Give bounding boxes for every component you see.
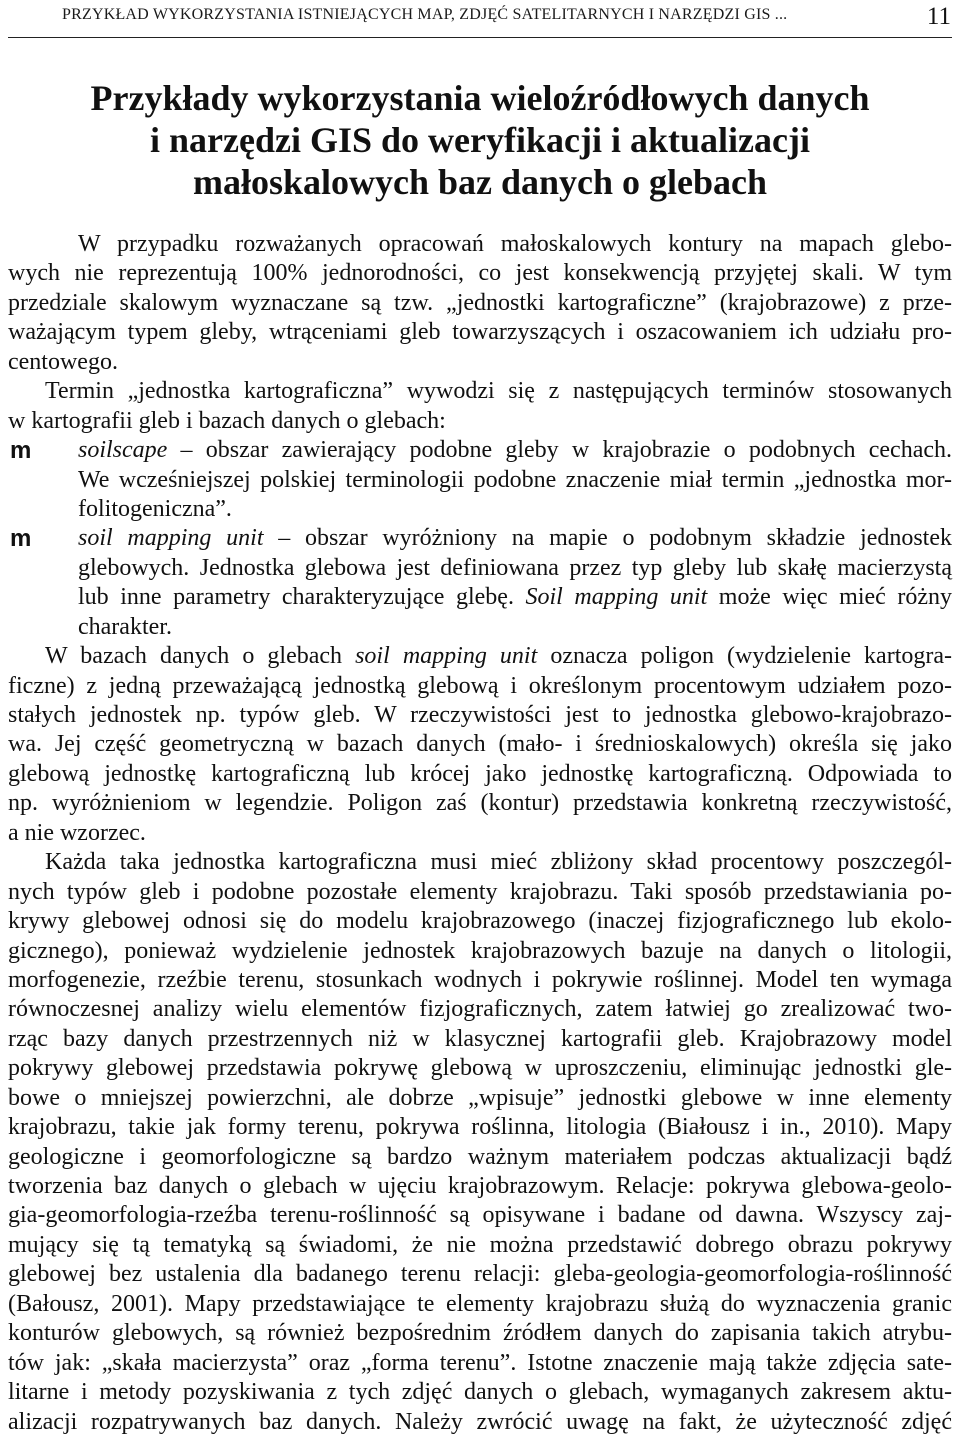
text-line	[78, 436, 952, 465]
text-line: gicznego), ponieważ wydzielenie jednostek krajobrazowych bazuje na danych o litologii,	[8, 937, 952, 964]
text-line: nych typów gleb i podobne pozostałe elementy krajobrazu. Taki sposób przedstawiania po-	[8, 878, 952, 905]
running-header: PRZYKŁAD WYKORZYSTANIA ISTNIEJĄCYCH MAP, ZDJĘĆ SATELITARNYCH I NARZĘDZI GIS ...	[62, 6, 788, 23]
italic-term: Soil mapping unit	[525, 584, 708, 611]
text-line: (Bałousz, 2001). Mapy przedstawiające te elementy krajobrazu służą do wyznaczenia granic	[8, 1290, 952, 1317]
paragraph-terms-intro	[8, 377, 952, 436]
text-segment: może więc mieć różny	[707, 584, 953, 611]
text-line: centowego.	[8, 348, 118, 375]
text-line: tworzenia baz danych o glebach w ujęciu krajobrazowym. Relacje: pokrywa glebowa-geolo-	[8, 1173, 952, 1199]
text-line: bowe o mniejszej powierzchni, ale dobrze „wpisuje” jednostki glebowe w inne elementy	[8, 1084, 952, 1111]
text-line: w kartografii gleb i bazach danych o glebach:	[8, 407, 446, 434]
header-rule	[8, 37, 952, 38]
text-line: wa. Jej część geometryczną w bazach danych (mało- i średnioskalowych) określa się jako	[8, 731, 952, 758]
text-line: pokrywy glebowej przedstawia pokrywę glebową w uproszczeniu, eliminując jednostki gle-	[8, 1055, 952, 1082]
text-line: glebowej bez ustalenia dla badanego terenu relacji: gleba-geologia-geomorfologia-roślinność	[8, 1261, 952, 1288]
title-line: małoskalowych baz danych o glebach	[192, 162, 768, 202]
paragraph-intro	[8, 230, 952, 377]
text-line	[8, 642, 952, 671]
definition-list	[8, 436, 952, 642]
text-segment: W bazach danych o glebach	[45, 643, 356, 670]
text-line: We wcześniejszej polskiej terminologii podobne znaczenie miał termin „jednostka mor-	[78, 466, 952, 493]
text-segment: – obszar zawierający podobne gleby w krajobrazie o podobnych cechach.	[167, 437, 952, 464]
article-body	[8, 230, 952, 1437]
title-line: i narzędzi GIS do weryfikacji i aktualizacji	[150, 120, 810, 160]
text-line: litarne i metody pozyskiwania z tych zdjęć danych o glebach, wymaganych zakresem aktu-	[8, 1379, 952, 1406]
title-line: Przykłady wykorzystania wieloźródłowych danych	[90, 78, 870, 118]
definition-item-soil-mapping-unit	[8, 524, 952, 642]
text-line: a nie wzorzec.	[8, 819, 146, 846]
text-line: przedziale skalowym wyznaczane są tzw. „jednostki kartograficzne” (krajobrazowe) z prze-	[8, 289, 952, 316]
text-line: wych nie reprezentują 100% jednorodności, co jest konsekwencją przyjętej skali. W tym	[8, 260, 952, 287]
text-line: krywy glebowej odnosi się do modelu krajobrazowego (inaczej fizjograficznego lub ekolo-	[8, 908, 952, 935]
text-line: glebowych. Jednostka glebowa jest definiowana przez typ gleby lub skałę macierzystą	[78, 554, 952, 581]
text-line: równoczesnej analizy wielu elementów fizjograficznych, zatem łatwiej go zrealizować two-	[8, 996, 952, 1023]
text-line: geologiczne i geomorfologiczne są bardzo ważnym materiałem podczas aktualizacji bądź	[8, 1143, 952, 1170]
text-line: folitogeniczna”.	[78, 495, 232, 522]
text-line: charakter.	[78, 613, 172, 640]
text-line: rząc bazy danych przestrzennych niż w klasycznej kartografii gleb. Krajobrazowy model	[8, 1025, 952, 1052]
text-line: konturów glebowych, są również bezpośrednim źródłem danych do zapisania takich atrybu-	[8, 1320, 952, 1347]
text-line: W przypadku rozważanych opracowań małoskalowych kontury na mapach glebo-	[78, 231, 952, 257]
text-line: mujący się tą tematyką są świadomi, że nie można przedstawić dobrego obrazu pokrywy	[8, 1231, 952, 1258]
text-line: krajobrazu, takie jak formy terenu, pokrywa roślinna, litologia (Białousz i in., 2010). Mapy	[8, 1114, 952, 1141]
bullet-marker: m	[10, 525, 32, 553]
paragraph-landscape	[8, 848, 952, 1437]
paragraph-database	[8, 642, 952, 848]
definition-term: soilscape	[78, 437, 168, 464]
text-line: Każda taka jednostka kartograficzna musi mieć zbliżony skład procentowy poszczegól-	[45, 849, 952, 876]
italic-term: soil mapping unit	[355, 643, 538, 670]
text-line: glebową jednostkę kartograficzną lub krócej jako jednostkę kartograficzną. Odpowiada to	[8, 760, 952, 787]
definition-term: soil mapping unit	[78, 525, 264, 552]
page-number: 11	[926, 3, 951, 30]
text-line: alizacji rozpatrywanych baz danych. Należy zwrócić uwagę na fakt, że użyteczność zdjęć	[8, 1408, 952, 1435]
text-line: Termin „jednostka kartograficzna” wywodzi się z następujących terminów stosowanych	[45, 378, 952, 405]
text-segment: oznacza poligon (wydzielenie kartogra-	[537, 643, 953, 670]
text-line: np. wyróżnieniom w legendzie. Poligon zaś (kontur) przedstawia konkretną rzeczywistość,	[8, 790, 952, 817]
text-line: gia-geomorfologia-rzeźba terenu-roślinność są opisywane i badane od dawna. Wszyscy zaj-	[8, 1202, 952, 1229]
text-line: ważającym typem gleby, wtrąceniami gleb towarzyszących i oszacowaniem ich udziału pro-	[8, 319, 952, 346]
text-line: morfogenezie, rzeźbie terenu, stosunkach wodnych i pokrywie roślinnej. Model ten wymaga	[8, 966, 952, 993]
text-line	[78, 524, 952, 553]
text-segment: lub inne parametry charakteryzujące glebę.	[78, 584, 526, 611]
text-line: tów jak: „skała macierzysta” oraz „forma terenu”. Istotne znaczenie mają także zdjęcia sate-	[8, 1349, 952, 1376]
article-title	[0, 77, 960, 203]
text-line: stałych jednostek np. typów gleb. W rzeczywistości jest to jednostka glebowo-krajobrazo-	[8, 702, 952, 728]
bullet-marker: m	[10, 437, 32, 465]
definition-item-soilscape	[8, 436, 952, 524]
text-line	[78, 583, 952, 612]
text-line: ficzne) z jedną przeważającą jednostką glebową i określonym procentowym udziałem pozo-	[8, 672, 952, 699]
text-segment: – obszar wyróżniony na mapie o podobnym składzie jednostek	[263, 525, 953, 552]
